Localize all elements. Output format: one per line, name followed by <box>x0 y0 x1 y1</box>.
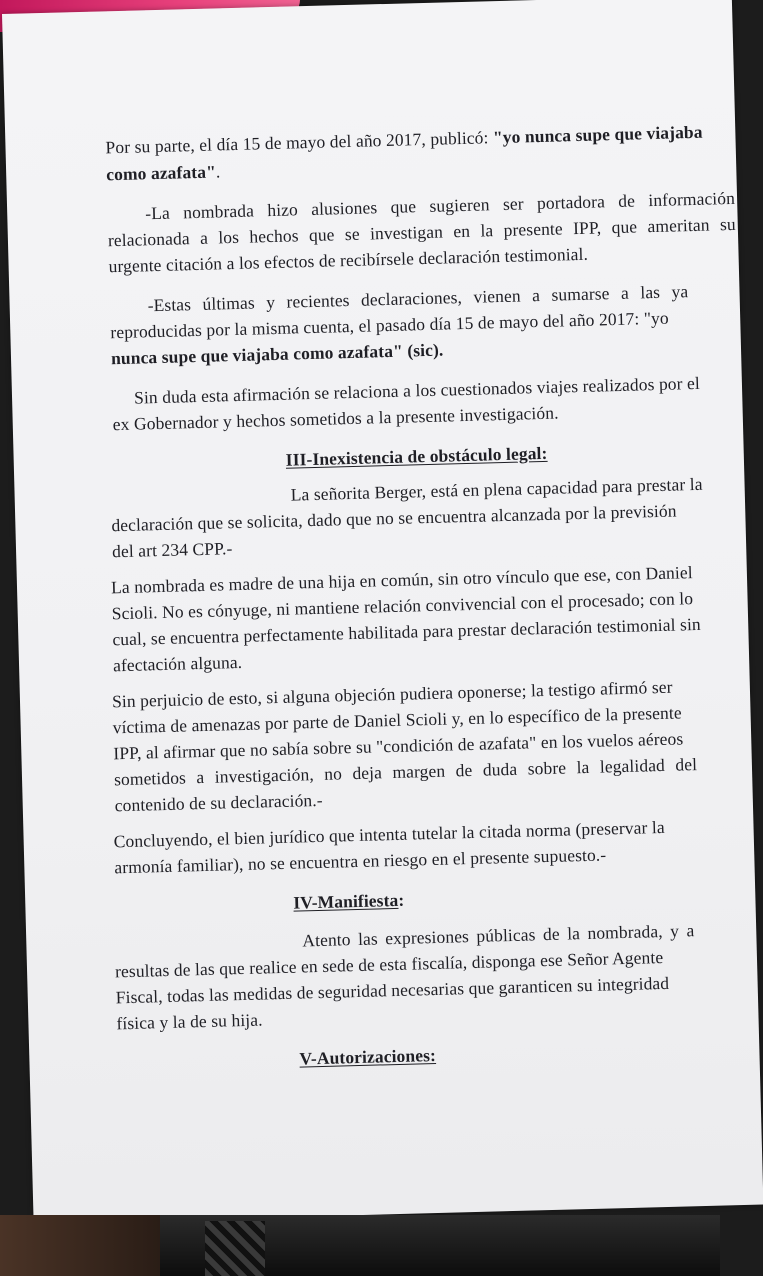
p7-line-3: IPP, al afirmar que no sabía sobre su "condición de azafata" en los vuelos aéreos <box>113 728 684 764</box>
p9-line-1: Atento las expresiones públicas de la nombrada, y a <box>302 920 695 951</box>
p1-line-1 <box>105 122 703 159</box>
section-heading-v: V-Autorizaciones: <box>299 1045 437 1069</box>
p9-line-3: Fiscal, todas las medidas de seguridad necesarias que garanticen su integridad <box>115 972 670 1008</box>
p3-line-1: -Estas últimas y recientes declaraciones, vienen a sumarse a las ya <box>147 281 689 316</box>
p7-line-4: sometidos a investigación, no deja margen de duda sobre la legalidad del <box>113 754 698 790</box>
p3-line-3: nunca supe que viajaba como azafata" (sic). <box>110 339 444 369</box>
p2-line-2: relacionada a los hechos que se investigan en la presente IPP, que ameritan su <box>107 213 736 251</box>
p4-line-1: Sin duda esta afirmación se relaciona a los cuestionados viajes realizados por el <box>133 372 701 408</box>
section-heading-iv <box>293 890 404 914</box>
p9-line-4: física y la de su hija. <box>116 1009 263 1034</box>
p5-line-1: La señorita Berger, está en plena capacidad para prestar la <box>290 473 703 505</box>
p2-line-3: urgente citación a los efectos de recibírsele declaración testimonial. <box>108 243 589 277</box>
p7-line-2: víctima de amenazas por parte de Daniel Scioli y, en lo específico de la presente <box>112 702 682 738</box>
p1-quote-end: como azafata" <box>105 161 217 185</box>
p5-line-2: declaración que se solicita, dado que no se encuentra alcanzada por la previsión <box>111 500 677 536</box>
wood-surface <box>0 1215 160 1276</box>
p1-period: . <box>215 161 221 182</box>
p3-line-2: reproducidas por la misma cuenta, el pasado día 15 de mayo del año 2017: "yo <box>110 307 669 343</box>
p6-line-4: afectación alguna. <box>112 651 243 676</box>
p6-line-1: La nombrada es madre de una hija en común, sin otro vínculo que ese, con Daniel <box>110 562 693 598</box>
p4-line-2: ex Gobernador y hechos sometidos a la presente investigación. <box>112 402 559 435</box>
p8-line-1: Concluyendo, el bien jurídico que intenta tutelar la citada norma (preservar la <box>113 816 665 852</box>
document-page <box>2 0 763 1224</box>
p6-line-3: cual, se encuentra perfectamente habilitada para prestar declaración testimonial sin <box>112 613 701 650</box>
p1-quote: "yo nunca supe que viajaba <box>492 121 703 148</box>
p9-line-2: resultas de las que realice en sede de esta fiscalía, disponga ese Señor Agente <box>114 947 664 982</box>
p8-line-2: armonía familiar), no se encuentra en riesgo en el presente supuesto.- <box>114 844 607 878</box>
section-heading-iii: III-Inexistencia de obstáculo legal: <box>285 442 548 470</box>
p5-line-3: del art 234 CPP.- <box>111 538 233 562</box>
p7-line-5: contenido de su declaración.- <box>114 789 323 816</box>
p2-line-1: -La nombrada hizo alusiones que sugieren ser portadora de información <box>145 187 736 224</box>
shoe-stripe <box>205 1221 265 1276</box>
p1-line-2 <box>106 161 221 185</box>
p7-line-1: Sin perjuicio de esto, si alguna objeción pudiera oponerse; la testigo afirmó ser <box>111 676 673 712</box>
heading-iv-colon: : <box>398 889 405 910</box>
floor-background <box>0 1215 720 1276</box>
p6-line-2: Scioli. No es cónyuge, ni mantiene relación convivencial con el procesado; con lo <box>111 588 694 624</box>
p1-text: Por su parte, el día 15 de mayo del año 2017, publicó: <box>105 127 494 158</box>
heading-iv-text: IV-Manifiesta <box>293 889 399 913</box>
